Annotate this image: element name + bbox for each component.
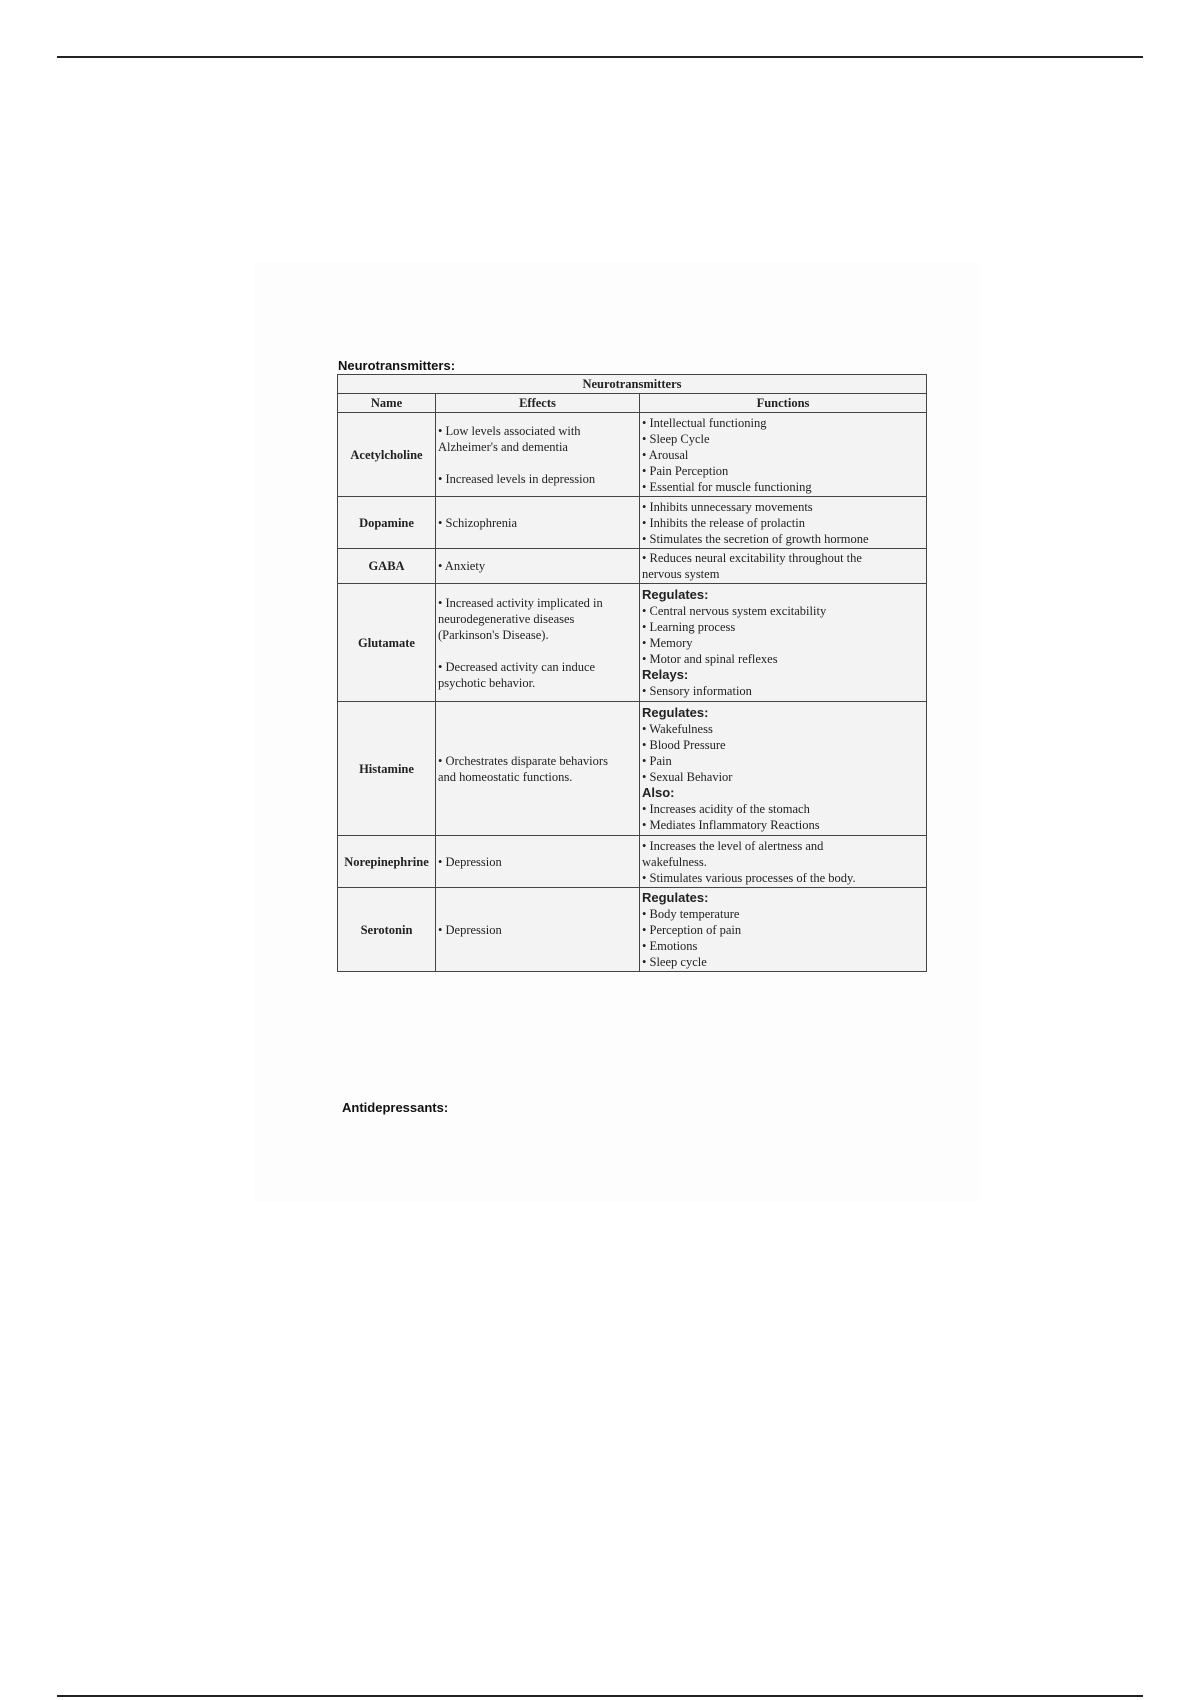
functions-line: • Wakefulness [642,721,713,736]
functions-line: • Learning process [642,619,736,634]
cell-effects [436,702,640,836]
table-row [338,584,927,702]
functions-line: • Increases the level of alertness and [642,838,824,853]
effects-line [438,455,637,471]
table-row [338,497,927,549]
cell-name: Acetylcholine [338,413,436,497]
functions-line: • Sleep cycle [642,954,707,969]
regulates-label: Regulates: [642,704,709,720]
functions-line: • Essential for muscle functioning [642,479,812,494]
functions-line: wakefulness. [642,854,707,869]
column-header-functions: Functions [640,394,927,413]
antidepressants-heading: Antidepressants: [342,1100,449,1115]
table-body [338,413,927,972]
functions-line: • Inhibits the release of prolactin [642,515,806,530]
header-rule [57,56,1143,58]
effects-line [438,643,637,659]
column-header-effects: Effects [436,394,640,413]
functions-line: • Reduces neural excitability throughout the [642,551,862,565]
cell-effects [436,413,640,497]
regulates-label: Regulates: [642,889,709,905]
table-caption: Neurotransmitters [338,375,927,394]
functions-line: • Stimulates various processes of the body. [642,870,856,885]
functions-line: • Mediates Inflammatory Reactions [642,817,820,832]
effects-line: and homeostatic functions. [438,769,573,784]
functions-line: • Sensory information [642,683,752,698]
cell-effects [436,584,640,702]
regulates-label: Regulates: [642,586,709,602]
cell-effects [436,888,640,972]
cell-name: GABA [338,549,436,584]
effects-line: • Schizophrenia [438,515,518,530]
functions-line: • Emotions [642,938,698,953]
effects-line: neurodegenerative diseases [438,611,575,626]
cell-effects [436,836,640,888]
effects-line: • Increased levels in depression [438,471,596,486]
cell-functions [640,413,927,497]
functions-line: • Sexual Behavior [642,769,733,784]
functions-line: • Stimulates the secretion of growth hormone [642,531,869,546]
neurotransmitters-table [337,374,927,972]
table-caption-row [338,375,927,394]
table-row [338,702,927,836]
functions-line: • Intellectual functioning [642,415,767,430]
cell-effects [436,497,640,549]
table-row [338,413,927,497]
cell-functions [640,497,927,549]
effects-line: • Orchestrates disparate behaviors [438,753,608,768]
effects-line: • Depression [438,854,502,869]
functions-line: • Pain Perception [642,463,729,478]
functions-line: • Pain [642,753,672,768]
also-label: Also: [642,784,675,800]
effects-line: • Depression [438,922,502,937]
relays-label: Relays: [642,666,689,682]
cell-functions [640,549,927,584]
functions-line: • Sleep Cycle [642,431,710,446]
functions-line: • Increases acidity of the stomach [642,801,810,816]
functions-line: nervous system [642,567,720,581]
cell-effects [436,549,640,584]
table-row [338,888,927,972]
functions-line: • Blood Pressure [642,737,726,752]
functions-line: • Perception of pain [642,922,742,937]
effects-line: psychotic behavior. [438,675,536,690]
functions-line: • Body temperature [642,906,740,921]
functions-line: • Arousal [642,447,689,462]
cell-name: Norepinephrine [338,836,436,888]
cell-name: Glutamate [338,584,436,702]
effects-line: (Parkinson's Disease). [438,627,549,642]
cell-functions [640,836,927,888]
functions-line: • Central nervous system excitability [642,603,827,618]
cell-name: Histamine [338,702,436,836]
column-header-name: Name [338,394,436,413]
functions-line: • Memory [642,635,693,650]
effects-line: • Low levels associated with [438,423,581,438]
cell-functions [640,888,927,972]
functions-line: • Motor and spinal reflexes [642,651,778,666]
effects-line: • Anxiety [438,559,486,573]
cell-name: Dopamine [338,497,436,549]
cell-functions [640,584,927,702]
cell-name: Serotonin [338,888,436,972]
neurotransmitters-heading: Neurotransmitters: [338,358,456,373]
footer-rule [57,1695,1143,1697]
effects-line: Alzheimer's and dementia [438,439,568,454]
functions-line: • Inhibits unnecessary movements [642,499,813,514]
effects-line: • Decreased activity can induce [438,659,596,674]
table-row [338,549,927,584]
effects-line: • Increased activity implicated in [438,595,603,610]
table-header-row [338,394,927,413]
table-row [338,836,927,888]
cell-functions [640,702,927,836]
